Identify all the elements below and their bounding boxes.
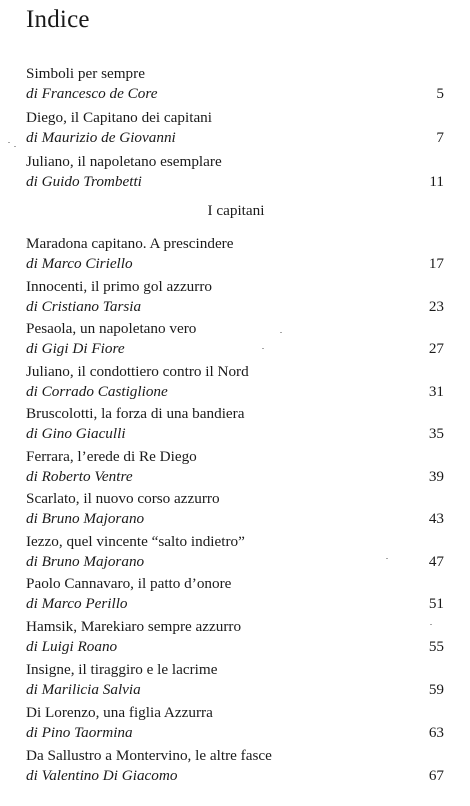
entry-title: Ferrara, l’erede di Re Diego bbox=[26, 448, 197, 465]
toc-entry bbox=[26, 532, 446, 572]
entry-author: di Luigi Roano bbox=[26, 637, 118, 655]
entry-title: Paolo Cannavaro, il patto d’onore bbox=[26, 575, 232, 592]
entry-page-number: 43 bbox=[428, 509, 444, 527]
toc-entry bbox=[26, 234, 446, 274]
toc-entry bbox=[26, 574, 446, 614]
toc-entry bbox=[26, 108, 446, 148]
toc-entry bbox=[26, 617, 446, 657]
entry-page-number: 51 bbox=[428, 594, 444, 612]
toc-entry bbox=[26, 660, 446, 700]
toc-entry bbox=[26, 746, 446, 786]
entry-author: di Cristiano Tarsia bbox=[26, 297, 142, 315]
entry-page-number: 31 bbox=[428, 382, 444, 400]
entry-author: di Corrado Castiglione bbox=[26, 382, 168, 400]
entry-author: di Marco Ciriello bbox=[26, 254, 133, 272]
scan-speck bbox=[386, 558, 388, 559]
toc-entry bbox=[26, 152, 446, 192]
entry-title: Pesaola, un napoletano vero bbox=[26, 320, 197, 337]
entry-page-number: 35 bbox=[428, 424, 444, 442]
entry-page-number: 47 bbox=[428, 552, 444, 570]
entry-author: di Gino Giaculli bbox=[26, 424, 126, 442]
entry-page-number: 23 bbox=[428, 297, 444, 315]
scan-speck bbox=[430, 624, 432, 625]
entry-title: Bruscolotti, la forza di una bandiera bbox=[26, 405, 245, 422]
entry-title: Da Sallustro a Montervino, le altre fasce bbox=[26, 747, 272, 764]
toc-entry bbox=[26, 362, 446, 402]
entry-title: Juliano, il napoletano esemplare bbox=[26, 153, 222, 170]
entry-page-number: 39 bbox=[428, 467, 444, 485]
entry-page-number: 5 bbox=[436, 84, 444, 102]
entry-author: di Guido Trombetti bbox=[26, 172, 142, 190]
entry-title: Di Lorenzo, una figlia Azzurra bbox=[26, 704, 213, 721]
entry-author: di Francesco de Core bbox=[26, 84, 158, 102]
entry-title: Juliano, il condottiero contro il Nord bbox=[26, 363, 249, 380]
entry-author: di Pino Taormina bbox=[26, 723, 133, 741]
entry-author: di Gigi Di Fiore bbox=[26, 339, 125, 357]
section-heading: I capitani bbox=[207, 202, 265, 219]
scan-speck bbox=[8, 142, 10, 143]
entry-title: Scarlato, il nuovo corso azzurro bbox=[26, 490, 220, 507]
entry-title: Insigne, il tiraggiro e le lacrime bbox=[26, 661, 218, 678]
entry-author: di Maurizio de Giovanni bbox=[26, 128, 176, 146]
entry-title: Diego, il Capitano dei capitani bbox=[26, 109, 212, 126]
entry-author: di Bruno Majorano bbox=[26, 552, 145, 570]
entry-title: Innocenti, il primo gol azzurro bbox=[26, 278, 212, 295]
entry-title: Maradona capitano. A prescindere bbox=[26, 235, 234, 252]
toc-entry bbox=[26, 64, 446, 104]
entry-title: Simboli per sempre bbox=[26, 65, 145, 82]
entry-author: di Marilicia Salvia bbox=[26, 680, 141, 698]
entry-title: Hamsik, Marekiaro sempre azzurro bbox=[26, 618, 242, 635]
entry-page-number: 11 bbox=[429, 172, 444, 190]
page-title: Indice bbox=[26, 6, 90, 33]
toc-entry bbox=[26, 447, 446, 487]
entry-page-number: 63 bbox=[428, 723, 444, 741]
entry-title: Iezzo, quel vincente “salto indietro” bbox=[26, 533, 245, 550]
toc-entry bbox=[26, 703, 446, 743]
entry-author: di Marco Perillo bbox=[26, 594, 128, 612]
toc-entry bbox=[26, 319, 446, 359]
scan-speck bbox=[14, 146, 16, 147]
toc-entry bbox=[26, 489, 446, 529]
entry-page-number: 55 bbox=[428, 637, 444, 655]
entry-page-number: 67 bbox=[428, 766, 444, 784]
scan-speck bbox=[262, 348, 264, 349]
entry-author: di Valentino Di Giacomo bbox=[26, 766, 178, 784]
entry-author: di Roberto Ventre bbox=[26, 467, 133, 485]
entry-page-number: 17 bbox=[428, 254, 444, 272]
toc-entry bbox=[26, 277, 446, 317]
toc-entry bbox=[26, 404, 446, 444]
entry-page-number: 7 bbox=[436, 128, 444, 146]
entry-author: di Bruno Majorano bbox=[26, 509, 145, 527]
entry-page-number: 59 bbox=[428, 680, 444, 698]
scan-speck bbox=[280, 332, 282, 333]
entry-page-number: 27 bbox=[428, 339, 444, 357]
